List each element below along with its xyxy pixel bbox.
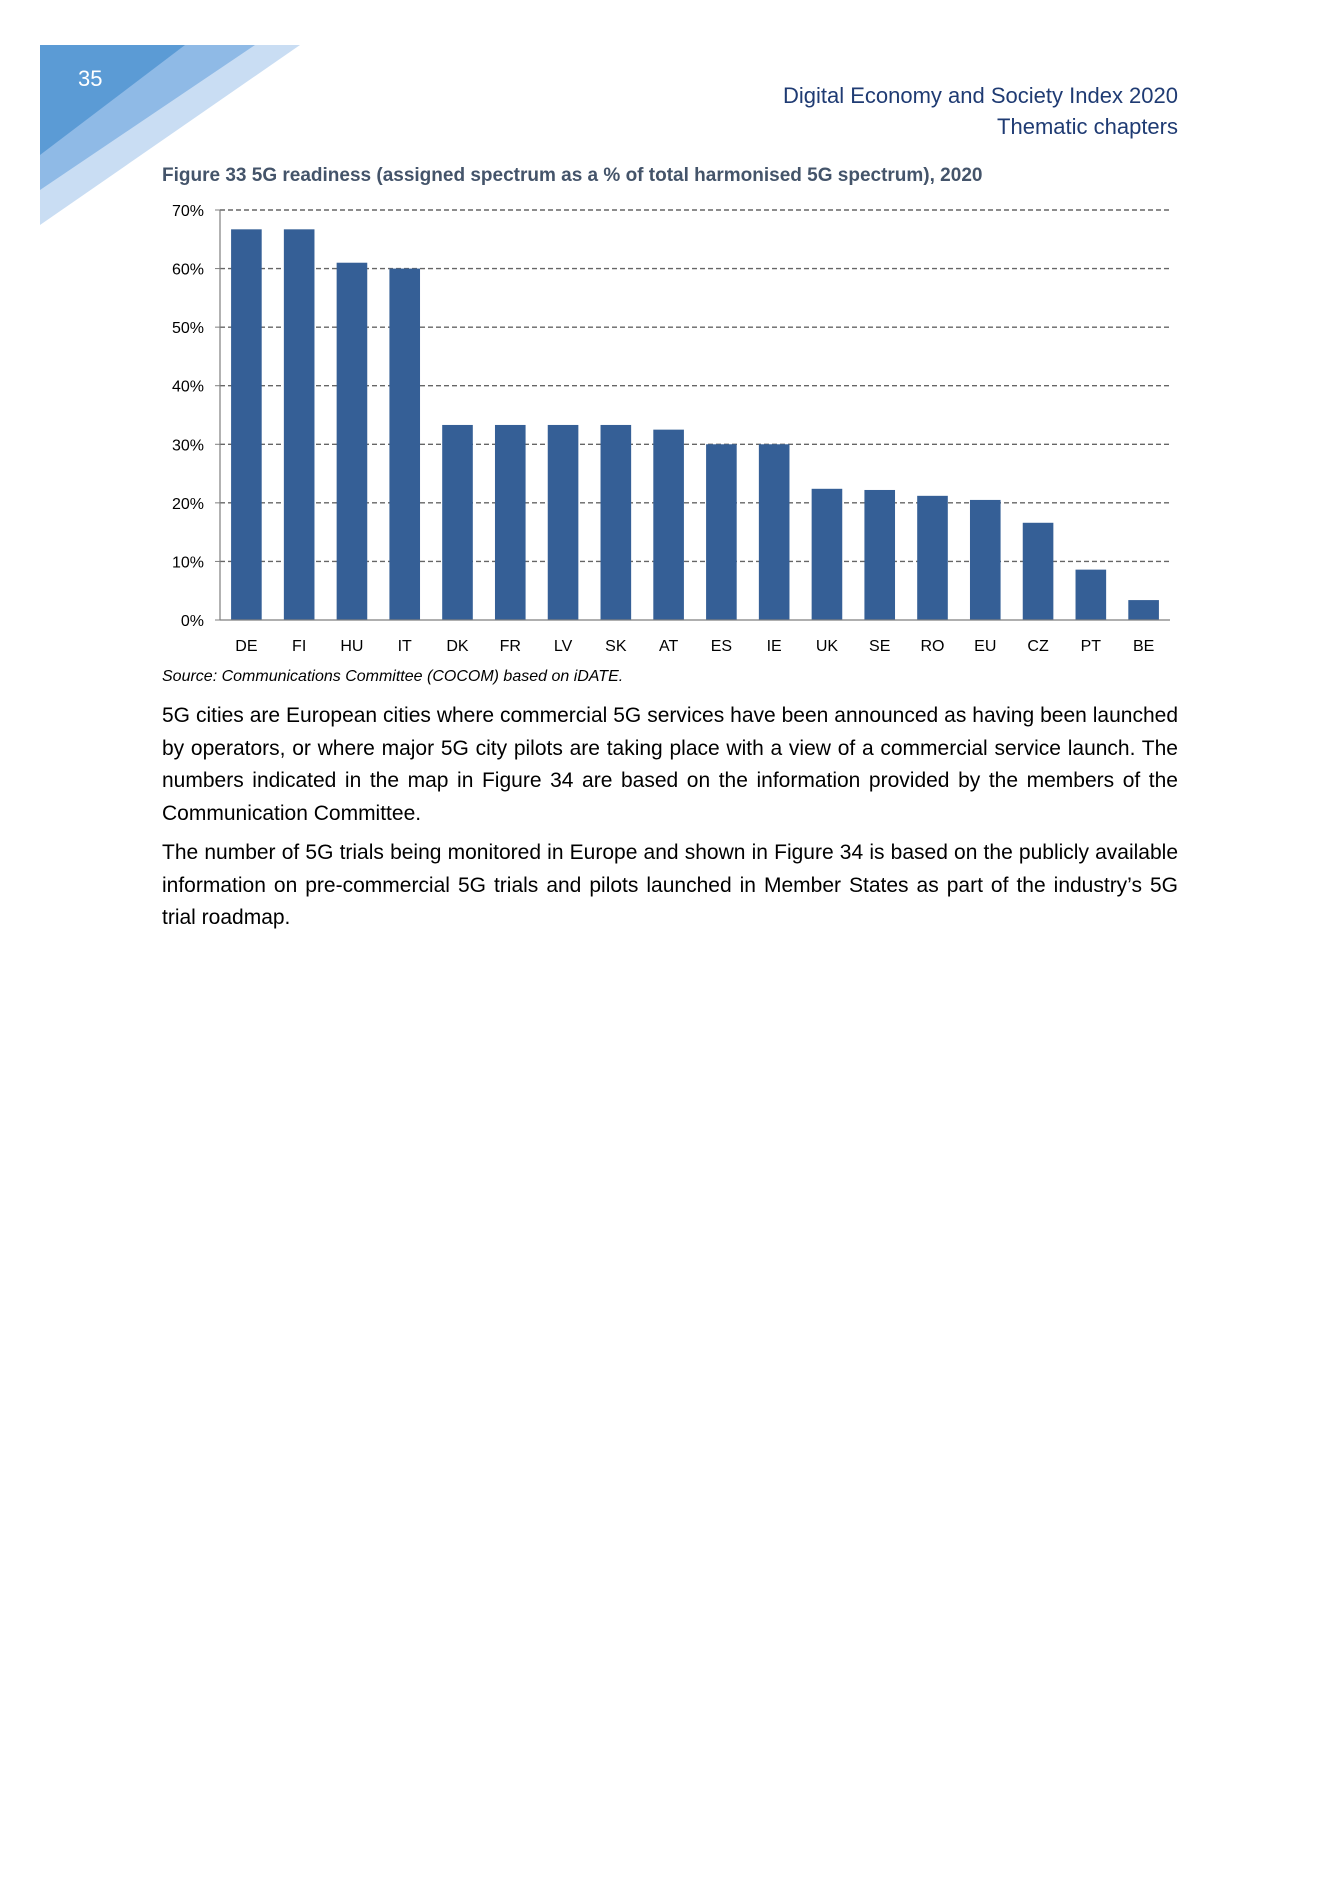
bar-fi xyxy=(284,229,315,620)
x-tick-label: IT xyxy=(397,638,412,655)
bar-hu xyxy=(337,263,368,620)
x-tick-label: BE xyxy=(1132,638,1155,655)
bar-ro xyxy=(917,496,948,620)
bar-be xyxy=(1128,600,1159,620)
bar-chart xyxy=(150,195,1180,665)
y-tick-label: 30% xyxy=(171,437,204,455)
x-tick-label: SK xyxy=(605,638,627,655)
x-tick-label: IE xyxy=(766,638,782,655)
y-tick-label: 70% xyxy=(171,203,204,220)
document-title: Digital Economy and Society Index 2020 xyxy=(782,83,1178,108)
figure-source: Source: Communications Committee (COCOM) based on iDATE. xyxy=(162,668,624,685)
bar-sk xyxy=(601,425,632,620)
y-tick-label: 40% xyxy=(171,378,204,396)
chart-x-ticks xyxy=(235,638,1154,655)
x-tick-label: UK xyxy=(815,638,839,655)
bar-dk xyxy=(442,425,473,620)
chart-y-ticks xyxy=(172,203,204,630)
body-text xyxy=(162,700,1178,942)
bar-at xyxy=(653,430,684,620)
paragraph-5g-trials: The number of 5G trials being monitored in Europe and shown in Figure 34 is based on the publicly available information on pre-commercial 5G trials and pilots launched in Member States as part of the industry’s 5G trial roadmap. xyxy=(162,841,1178,929)
bar-cz xyxy=(1023,523,1054,620)
figure-caption: Figure 33 5G readiness (assigned spectrum as a % of total harmonised 5G spectrum), 2020 xyxy=(162,165,983,186)
bar-it xyxy=(389,269,420,620)
x-tick-label: SE xyxy=(869,638,891,655)
x-tick-label: LV xyxy=(553,638,573,655)
y-tick-label: 20% xyxy=(171,495,204,513)
bar-lv xyxy=(548,425,579,620)
x-tick-label: CZ xyxy=(1027,638,1049,655)
bar-de xyxy=(231,229,262,620)
x-tick-label: ES xyxy=(710,638,733,655)
x-tick-label: AT xyxy=(658,638,679,655)
bar-se xyxy=(864,490,895,620)
x-tick-label: FI xyxy=(292,638,307,655)
chapter-title: Thematic chapters xyxy=(997,114,1178,139)
y-tick-label: 60% xyxy=(171,261,204,279)
bar-es xyxy=(706,444,737,620)
x-tick-label: EU xyxy=(974,638,997,655)
bar-eu xyxy=(970,500,1001,620)
y-tick-label: 50% xyxy=(171,320,204,338)
x-tick-label: FR xyxy=(499,638,521,655)
y-tick-label: 0% xyxy=(180,613,204,630)
x-tick-label: DE xyxy=(235,638,258,655)
bar-uk xyxy=(812,489,843,620)
x-tick-label: RO xyxy=(920,638,945,655)
bar-pt xyxy=(1076,570,1107,620)
page-number: 35 xyxy=(78,66,103,91)
y-tick-label: 10% xyxy=(171,554,204,572)
x-tick-label: DK xyxy=(446,638,469,655)
x-tick-label: PT xyxy=(1080,638,1102,655)
x-tick-label: HU xyxy=(340,638,364,655)
bar-ie xyxy=(759,444,790,620)
running-header xyxy=(783,80,1178,142)
paragraph-5g-cities: 5G cities are European cities where commercial 5G services have been announced as having been launched by operators, or where major 5G city pilots are taking place with a view of a commercial service launch. The numbers indicated in the map in Figure 34 are based on the information provided by the members of the Communication Committee. xyxy=(162,704,1178,825)
bar-fr xyxy=(495,425,526,620)
